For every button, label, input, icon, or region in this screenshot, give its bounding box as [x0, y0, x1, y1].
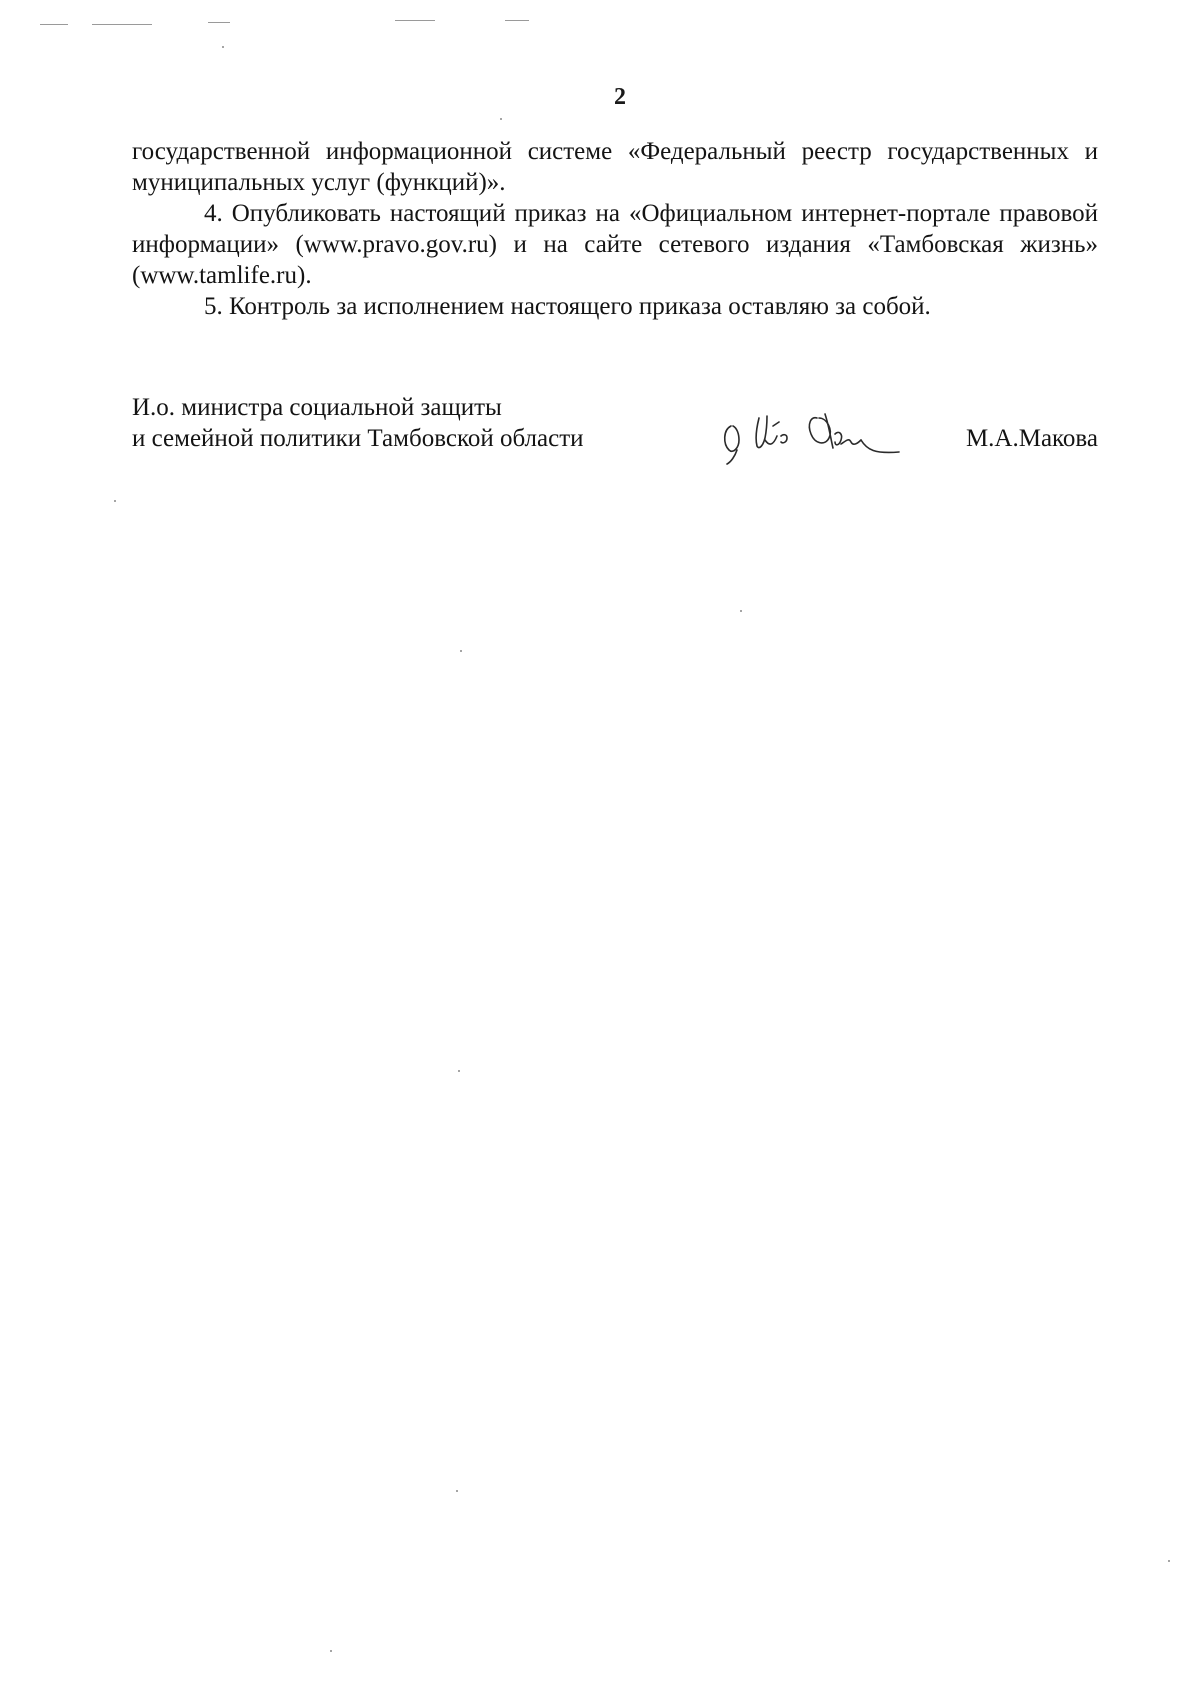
scan-speck	[222, 46, 224, 48]
paragraph-item-5	[132, 291, 1098, 322]
scan-speck	[1168, 1560, 1170, 1562]
text-line: 4. Опубликовать настоящий приказ на «Официальном интернет-портале	[204, 200, 991, 227]
scan-speck	[330, 1650, 332, 1652]
text-line: правовой информации» (www.pravo.gov.ru) и на сайте сетевого издания	[132, 200, 1098, 258]
text-line: государственных и муниципальных услуг (функций)».	[132, 138, 1098, 196]
scan-artifact	[92, 24, 152, 25]
page-number: 2	[614, 84, 626, 110]
scan-artifact	[40, 24, 68, 25]
scan-artifact	[505, 20, 529, 21]
scan-artifact	[395, 20, 435, 21]
signatory-position-line: И.о. министра социальной защиты	[132, 394, 502, 421]
paragraph-continuation	[132, 136, 1098, 198]
scan-speck	[456, 1490, 458, 1492]
text-line: 5. Контроль за исполнением настоящего приказа оставляю за собой.	[204, 293, 931, 320]
signatory-position	[132, 392, 584, 454]
paragraph-item-4	[132, 198, 1098, 291]
signatory-name: М.А.Макова	[965, 425, 1098, 452]
scan-speck	[740, 610, 742, 612]
handwritten-signature	[717, 404, 917, 468]
signatory-position-line: и семейной политики Тамбовской области	[132, 425, 584, 452]
scan-speck	[458, 1070, 460, 1072]
text-line: «Тамбовская жизнь» (www.tamlife.ru).	[132, 231, 1099, 289]
text-line: государственной информационной системе «Федеральный реестр	[132, 138, 872, 165]
scan-artifact	[208, 22, 230, 23]
scan-speck	[500, 118, 502, 120]
scan-speck	[114, 500, 116, 502]
scan-speck	[460, 650, 462, 652]
document-body	[132, 136, 1098, 322]
signature-block	[132, 392, 1098, 472]
